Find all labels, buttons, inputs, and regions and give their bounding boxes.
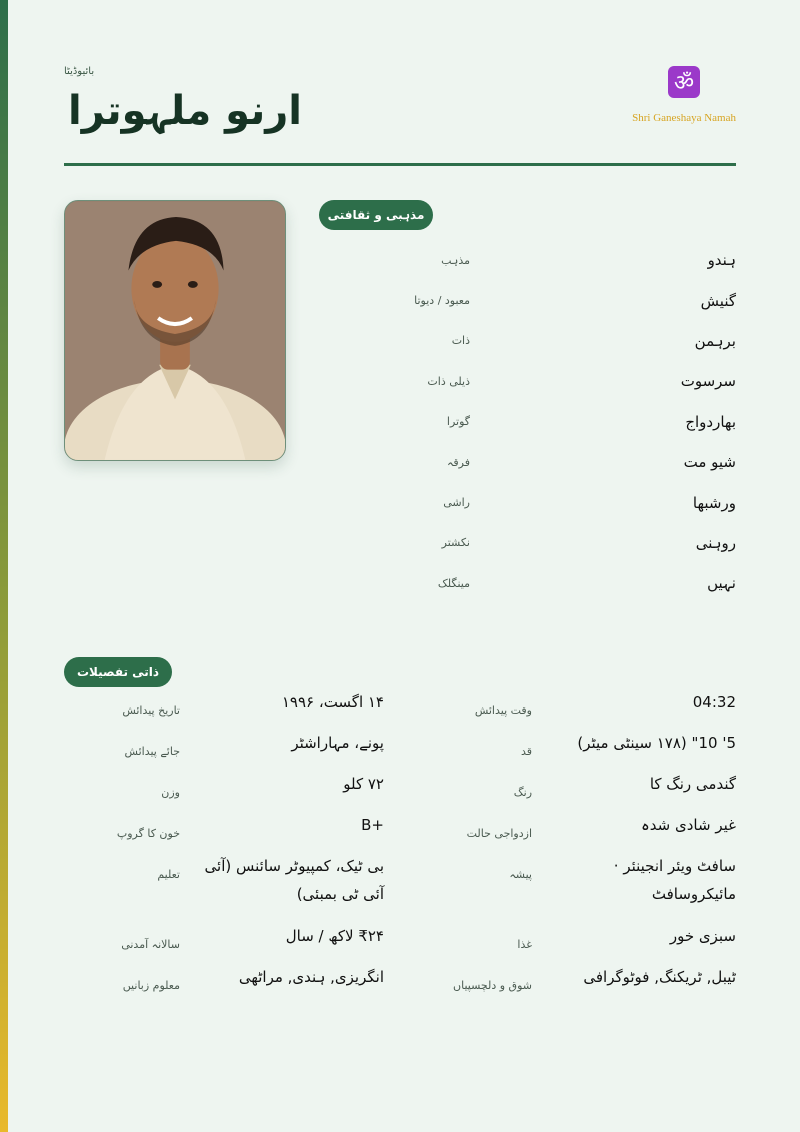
biodata-label: بائیوڈیٹا [64,66,95,77]
religious-row-sect [320,442,736,482]
field-label: مذہب [441,253,470,267]
field-label: پیشہ [509,868,532,881]
header [64,62,736,162]
side-gradient-bar [0,0,8,1132]
field-label: ازدواجی حالت [466,827,532,840]
field-value: سافٹ ویئر انجینئر · مائیکروسافٹ [613,857,736,903]
blessing-text: Shri Ganeshaya Namah [632,112,736,124]
field-value: ورشبھا [692,493,736,512]
field-value: B+ [361,816,384,834]
field-label: وزن [161,786,180,799]
om-icon: ॐ [668,66,700,98]
field-label: تاریخ پیدائش [122,704,180,717]
field-label: سالانہ آمدنی [121,938,180,951]
field-value: سبزی خور [669,927,736,945]
personal-row [64,859,736,929]
personal-details-grid [64,695,736,1011]
religious-row-subcaste [320,361,736,401]
religious-row-rashi [320,482,736,522]
religious-row-deity [320,280,736,320]
religious-row-manglik [320,563,736,603]
personal-section-heading: ذاتی تفصیلات [64,657,172,687]
field-value: روہنی [695,533,736,552]
field-label: ذات [451,334,470,348]
field-value: شیو مت [683,453,736,472]
field-label: معبود / دیوتا [414,294,470,308]
field-label: گوترا [446,415,470,429]
field-label: معلوم زبانیں [122,979,180,992]
field-label: تعلیم [157,868,180,881]
field-value: گندمی رنگ کا [649,775,736,793]
field-label: قد [520,745,532,758]
field-label: جائے پیدائش [124,745,180,758]
religious-row-religion [320,240,736,280]
field-value: گنیش [700,291,736,310]
field-value: نہیں [707,574,736,593]
field-value: ₹۲۴ لاکھ / سال [285,927,384,945]
field-value: سرسوت [680,372,736,391]
field-label: وقت پیدائش [474,704,532,717]
field-label: نکشتر [441,536,470,550]
religious-row-nakshatra [320,523,736,563]
person-name: ارنو ملہوترا [68,88,302,134]
field-value: غیر شادی شدہ [641,816,736,834]
field-value: بی ٹیک، کمپیوٹر سائنس (آئی آئی ٹی بمبئی) [204,857,384,903]
field-label: راشی [443,496,470,510]
field-label: مینگلک [437,576,470,590]
profile-photo [64,200,286,461]
religious-details-list [320,240,736,604]
field-value: 04:32 [692,693,736,711]
field-label: شوق و دلچسپیاں [453,979,532,992]
field-value: بھاردواج [685,412,736,431]
field-value: پونے، مہاراشٹر [291,734,384,752]
field-value: ۱۴ اگست، ۱۹۹۶ [281,693,384,711]
header-divider [64,163,736,166]
portrait-illustration [65,201,285,460]
field-value: انگریزی, ہندی, مراٹھی [238,968,384,986]
field-label: رنگ [513,786,532,799]
religious-section-heading: مذہبی و ثقافتی [319,200,433,230]
field-value: ہندو [707,251,736,270]
field-label: غذا [517,938,532,951]
field-label: ذیلی ذات [427,374,470,388]
field-label: فرقہ [446,455,470,469]
field-value: برہمن [694,331,736,350]
field-value: ۷۲ کلو [343,775,384,793]
personal-row [64,970,736,1011]
religious-row-gotra [320,402,736,442]
field-value: 5' 10" (۱۷۸ سینٹی میٹر) [577,734,736,752]
religious-row-caste [320,321,736,361]
field-value: ٹیبل, ٹریکنگ, فوٹوگرافی [583,968,736,986]
field-label: خون کا گروپ [116,827,180,840]
